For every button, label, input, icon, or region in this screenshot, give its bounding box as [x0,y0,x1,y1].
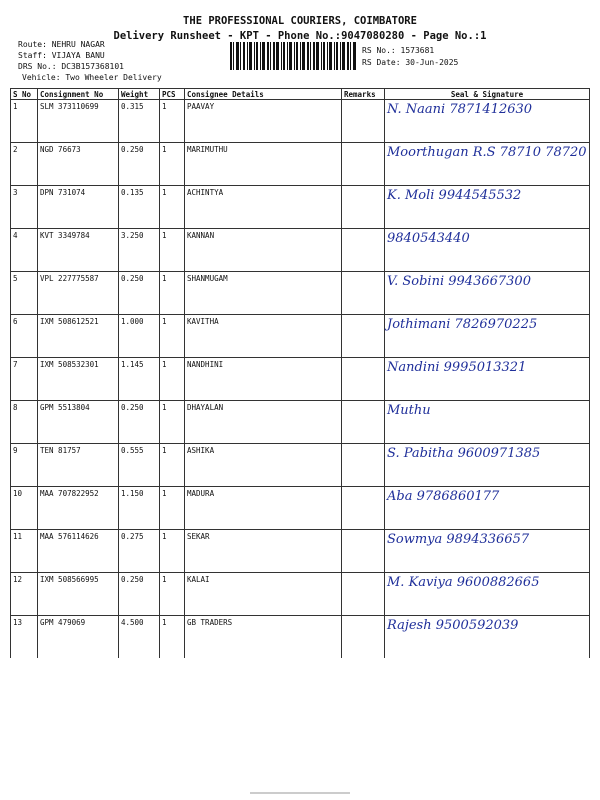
company-title: THE PROFESSIONAL COURIERS, COIMBATORE [183,15,417,27]
row-remarks [342,229,385,272]
route-label: Route: NEHRU NAGAR [18,40,105,49]
row-signature [385,229,590,272]
row-signature [385,186,590,229]
row-weight: 1.145 [119,358,160,401]
row-sno: 5 [11,272,38,315]
row-signature [385,143,590,186]
barcode-image [230,42,356,70]
row-remarks [342,530,385,573]
row-signature [385,530,590,573]
handwritten-signature: S. Pabitha 9600971385 [387,446,541,461]
header-consignee: Consignee Details [185,89,342,100]
row-remarks [342,315,385,358]
table-row [11,100,590,143]
table-row [11,143,590,186]
row-signature [385,487,590,530]
row-sno: 8 [11,401,38,444]
handwritten-signature: N. Naani 7871412630 [387,102,533,117]
header-weight: Weight [119,89,160,100]
handwritten-signature: 9840543440 [387,231,470,246]
row-remarks [342,100,385,143]
row-consignee: GB TRADERS [185,616,342,659]
row-weight: 0.555 [119,444,160,487]
table-row [11,487,590,530]
header-pcs: PCS [160,89,185,100]
runsheet-table [10,88,590,658]
row-pcs: 1 [160,487,185,530]
row-consignment: NGD 76673 [38,143,119,186]
handwritten-signature: Moorthugan R.S 78710 78720 [387,145,587,160]
table-row [11,573,590,616]
row-pcs: 1 [160,272,185,315]
row-sno: 4 [11,229,38,272]
row-consignee: SEKAR [185,530,342,573]
row-pcs: 1 [160,186,185,229]
table-row [11,530,590,573]
row-remarks [342,573,385,616]
handwritten-signature: K. Moli 9944545532 [387,188,522,203]
row-consignment: MAA 576114626 [38,530,119,573]
table-row [11,229,590,272]
row-pcs: 1 [160,530,185,573]
row-weight: 0.250 [119,401,160,444]
table-row [11,358,590,401]
row-weight: 1.000 [119,315,160,358]
row-remarks [342,616,385,659]
header-signature: Seal & Signature [385,89,590,100]
table-header-row [11,89,590,100]
row-pcs: 1 [160,573,185,616]
handwritten-signature: Aba 9786860177 [387,489,500,504]
row-sno: 2 [11,143,38,186]
table-row [11,186,590,229]
row-signature [385,401,590,444]
row-remarks [342,143,385,186]
vehicle-label: Vehicle: Two Wheeler Delivery [22,73,162,82]
table-row [11,315,590,358]
row-weight: 0.135 [119,186,160,229]
table-row [11,444,590,487]
row-signature [385,616,590,659]
row-signature [385,100,590,143]
handwritten-signature: Sowmya 9894336657 [387,532,530,547]
row-sno: 7 [11,358,38,401]
row-pcs: 1 [160,444,185,487]
row-pcs: 1 [160,358,185,401]
row-consignee: ACHINTYA [185,186,342,229]
row-remarks [342,444,385,487]
row-consignment: TEN 81757 [38,444,119,487]
drs-number: DRS No.: DC3B157368101 [18,62,124,71]
row-consignee: PAAVAY [185,100,342,143]
row-weight: 0.250 [119,272,160,315]
row-sno: 13 [11,616,38,659]
row-pcs: 1 [160,143,185,186]
row-consignee: SHANMUGAM [185,272,342,315]
row-signature [385,573,590,616]
row-consignment: GPM 479069 [38,616,119,659]
header-sno: S No [11,89,38,100]
row-consignee: KALAI [185,573,342,616]
row-remarks [342,487,385,530]
row-signature [385,272,590,315]
header-consignment: Consignment No [38,89,119,100]
row-consignment: SLM 373110699 [38,100,119,143]
rs-date: RS Date: 30-Jun-2025 [362,58,459,67]
handwritten-signature: Muthu [387,403,431,418]
row-signature [385,315,590,358]
row-consignee: NANDHINI [185,358,342,401]
row-consignee: KAVITHA [185,315,342,358]
handwritten-signature: Jothimani 7826970225 [387,317,538,332]
row-sno: 11 [11,530,38,573]
row-consignee: MADURA [185,487,342,530]
row-sno: 3 [11,186,38,229]
footer-divider [250,792,350,794]
row-consignment: VPL 227775587 [38,272,119,315]
row-sno: 6 [11,315,38,358]
row-consignment: DPN 731074 [38,186,119,229]
table-row [11,616,590,659]
row-pcs: 1 [160,616,185,659]
handwritten-signature: Nandini 9995013321 [387,360,527,375]
row-sno: 12 [11,573,38,616]
row-consignment: IXM 508566995 [38,573,119,616]
row-remarks [342,358,385,401]
row-weight: 0.315 [119,100,160,143]
row-consignment: MAA 707822952 [38,487,119,530]
table-row [11,272,590,315]
handwritten-signature: V. Sobini 9943667300 [387,274,531,289]
header-remarks: Remarks [342,89,385,100]
staff-label: Staff: VIJAYA BANU [18,51,105,60]
row-weight: 3.250 [119,229,160,272]
row-consignment: IXM 508612521 [38,315,119,358]
row-consignment: KVT 3349784 [38,229,119,272]
table-row [11,401,590,444]
rs-number: RS No.: 1573681 [362,46,435,55]
row-sno: 1 [11,100,38,143]
runsheet-subtitle: Delivery Runsheet - KPT - Phone No.:9047080280 - Page No.:1 [113,30,487,42]
row-remarks [342,272,385,315]
row-weight: 0.250 [119,143,160,186]
row-weight: 4.500 [119,616,160,659]
row-consignment: GPM 5513804 [38,401,119,444]
row-consignee: MARIMUTHU [185,143,342,186]
row-sno: 10 [11,487,38,530]
row-consignment: IXM 508532301 [38,358,119,401]
row-consignee: KANNAN [185,229,342,272]
handwritten-signature: M. Kaviya 9600882665 [387,575,540,590]
row-weight: 0.250 [119,573,160,616]
handwritten-signature: Rajesh 9500592039 [387,618,519,633]
row-weight: 1.150 [119,487,160,530]
row-signature [385,358,590,401]
row-pcs: 1 [160,401,185,444]
row-pcs: 1 [160,229,185,272]
row-remarks [342,186,385,229]
row-consignee: DHAYALAN [185,401,342,444]
row-pcs: 1 [160,315,185,358]
row-sno: 9 [11,444,38,487]
row-weight: 0.275 [119,530,160,573]
row-consignee: ASHIKA [185,444,342,487]
row-signature [385,444,590,487]
row-remarks [342,401,385,444]
row-pcs: 1 [160,100,185,143]
